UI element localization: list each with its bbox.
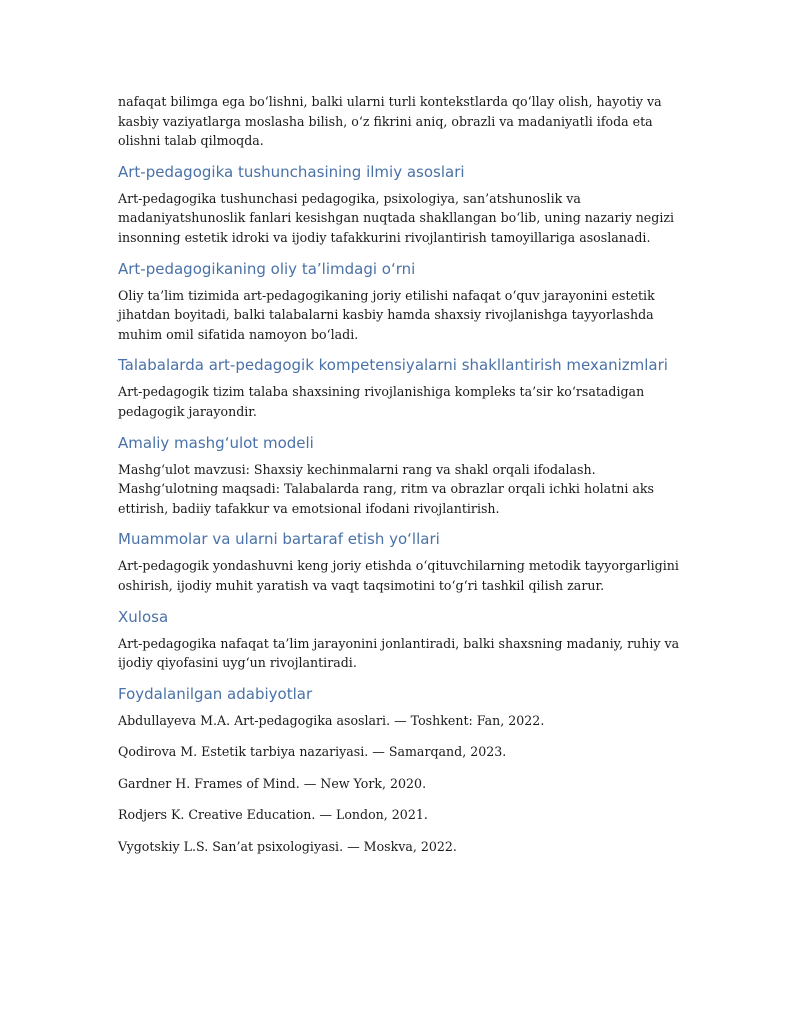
intro-paragraph: nafaqat bilimga ega bo‘lishni, balki ularni turli kontekstlarda qo‘llay olish, hayotiy va kasbiy vaziyatlarga moslasha bilish, o‘z fikrini aniq, obrazli va madaniyatli ifoda eta olishni talab qilmoqda.	[118, 94, 662, 149]
section-paragraph: Art-pedagogika nafaqat ta’lim jarayonini jonlantiradi, balki shaxsning madaniy, ruhiy va ijodiy qiyofasini uyg‘un rivojlantiradi.	[118, 635, 680, 671]
section-heading: Xulosa	[118, 607, 169, 626]
section-paragraph: Art-pedagogika tushunchasi pedagogika, psixologiya, san’atshunoslik va madaniyatshunoslik fanlari kesishgan nuqtada shakllangan bo‘lib, uning nazariy negizi insonning estetik idroki va ijodiy tafakkurini rivojlantirish tamoyillariga asoslanadi.	[118, 190, 675, 245]
section-paragraph: Art-pedagogik tizim talaba shaxsining rivojlanishiga kompleks ta’sir ko‘rsatadigan pedagogik jarayondir.	[118, 384, 645, 419]
reference-item: Rodjers K. Creative Education. — London, 2021.	[118, 807, 428, 823]
section-paragraph: Oliy ta’lim tizimida art-pedagogikaning joriy etilishi nafaqat o‘quv jarayonini estetik jihatdan boyitadi, balki talabalarni kasbiy hamda shaxsiy rivojlanishga tayyorlashda muhim omil sifatida namoyon bo‘ladi.	[118, 287, 655, 342]
document-page	[118, 92, 688, 868]
references-list	[118, 711, 688, 856]
section-paragraph: Mashg‘ulot mavzusi: Shaxsiy kechinmalarni rang va shakl orqali ifodalash. Mashg‘ulotning maqsadi: Talabalarda rang, ritm va obrazlar orqali ichki holatni aks ettirish, badiiy tafakkur va emotsional ifodani rivojlantirish.	[118, 461, 654, 516]
section-heading: Amaliy mashg‘ulot modeli	[118, 433, 314, 452]
section-heading: Muammolar va ularni bartaraf etish yo‘llari	[118, 530, 440, 549]
section-xulosa	[118, 607, 688, 673]
section-kompetensiyalar	[118, 355, 688, 421]
reference-item: Qodirova M. Estetik tarbiya nazariyasi. — Samarqand, 2023.	[118, 744, 507, 760]
section-oliy-talim	[118, 259, 688, 345]
section-heading: Art-pedagogika tushunchasining ilmiy asoslari	[118, 162, 465, 181]
reference-item: Abdullayeva M.A. Art-pedagogika asoslari. — Toshkent: Fan, 2022.	[118, 712, 545, 728]
section-heading: Art-pedagogikaning oliy ta’limdagi o‘rni	[118, 259, 416, 278]
section-heading: Talabalarda art-pedagogik kompetensiyalarni shakllantirish mexanizmlari	[118, 356, 668, 375]
section-amaliy-mashgulot	[118, 433, 688, 519]
references-heading: Foydalanilgan adabiyotlar	[118, 684, 313, 703]
reference-item: Vygotskiy L.S. San’at psixologiyasi. — Moskva, 2022.	[118, 838, 457, 854]
section-references	[118, 684, 688, 856]
reference-item: Gardner H. Frames of Mind. — New York, 2020.	[118, 775, 427, 791]
section-ilmiy-asoslar	[118, 162, 688, 248]
section-paragraph: Art-pedagogik yondashuvni keng joriy etishda o‘qituvchilarning metodik tayyorgarligini oshirish, ijodiy muhit yaratish va vaqt taqsimotini to‘g‘ri tashkil qilish zarur.	[118, 558, 679, 593]
section-muammolar	[118, 529, 688, 595]
